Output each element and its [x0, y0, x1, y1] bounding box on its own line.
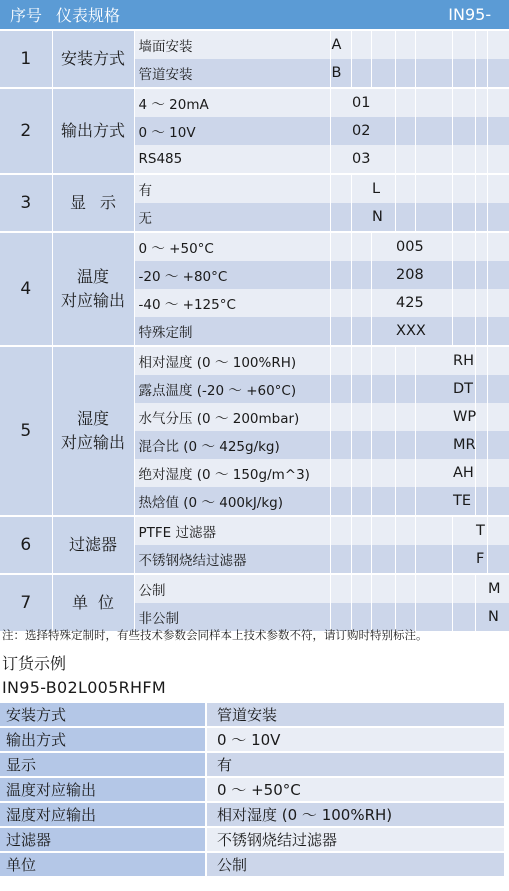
- option-label: 4 ～ 20mA: [134, 88, 330, 117]
- option-label: 有: [134, 174, 330, 203]
- option-code: A: [330, 30, 351, 59]
- option-label: 0 ～ +50°C: [134, 232, 330, 261]
- table-row: [0, 827, 504, 852]
- table-row: [0, 703, 504, 727]
- table-row: [0, 802, 504, 827]
- example-value: 0 ～ 10V: [206, 727, 504, 752]
- example-value: 管道安装: [206, 703, 504, 727]
- option-label: 公制: [134, 574, 330, 603]
- option-label: 水气分压 (0 ～ 200mbar): [134, 403, 330, 431]
- option-code: T: [475, 516, 487, 545]
- option-code: 01: [351, 88, 395, 117]
- group-seq: 1: [0, 30, 52, 88]
- option-label: 相对湿度 (0 ～ 100%RH): [134, 346, 330, 375]
- option-code: AH: [452, 459, 475, 487]
- option-code: WP: [452, 403, 475, 431]
- example-key: 单位: [0, 852, 206, 877]
- group-seq: 2: [0, 88, 52, 174]
- group-name: 过滤器: [52, 516, 134, 574]
- example-value: 不锈钢烧结过滤器: [206, 827, 504, 852]
- option-label: 非公制: [134, 603, 330, 631]
- table-row: [0, 174, 509, 203]
- option-code: DT: [452, 375, 475, 403]
- example-value: 公制: [206, 852, 504, 877]
- option-code: 02: [351, 117, 395, 145]
- option-code: N: [371, 203, 395, 232]
- option-label: 特殊定制: [134, 317, 330, 346]
- option-code: XXX: [395, 317, 452, 346]
- example-key: 温度对应输出: [0, 777, 206, 802]
- table-row: [0, 516, 509, 545]
- group-name-text: 单位: [71, 593, 124, 612]
- table-row: [0, 346, 509, 375]
- option-label: 热焓值 (0 ～ 400kJ/kg): [134, 487, 330, 516]
- option-label: 无: [134, 203, 330, 232]
- table-row: [0, 88, 509, 117]
- example-key: 输出方式: [0, 727, 206, 752]
- example-key: 显示: [0, 752, 206, 777]
- example-model-code: IN95-B02L005RHFM: [2, 678, 166, 697]
- option-code: F: [475, 545, 487, 574]
- option-code: N: [487, 603, 509, 631]
- option-label: RS485: [134, 145, 330, 174]
- group-seq: 6: [0, 516, 52, 574]
- group-name: 安装方式: [52, 30, 134, 88]
- example-value: 有: [206, 752, 504, 777]
- header-model-prefix: IN95-: [330, 0, 509, 30]
- option-code: L: [371, 174, 395, 203]
- group-name-line1: 温度: [76, 267, 109, 286]
- option-code: MR: [452, 431, 475, 459]
- example-key: 湿度对应输出: [0, 802, 206, 827]
- footnote: 注：选择特殊定制时，有些技术参数会同样本上技术参数不符，请订购时特别标注。: [2, 628, 428, 642]
- group-name: [52, 574, 134, 631]
- group-name: 输出方式: [52, 88, 134, 174]
- option-code: 03: [351, 145, 395, 174]
- option-code: 208: [395, 261, 452, 289]
- option-code: B: [330, 59, 351, 88]
- option-label: 绝对湿度 (0 ～ 150g/m^3): [134, 459, 330, 487]
- option-label: 0 ～ 10V: [134, 117, 330, 145]
- example-title: 订货示例: [2, 654, 67, 673]
- table-row: [0, 232, 509, 261]
- option-label: 露点温度 (-20 ～ +60°C): [134, 375, 330, 403]
- table-row: [0, 777, 504, 802]
- option-label: PTFE 过滤器: [134, 516, 330, 545]
- option-label: 混合比 (0 ～ 425g/kg): [134, 431, 330, 459]
- option-label: -20 ～ +80°C: [134, 261, 330, 289]
- header-spec: 仪表规格: [52, 0, 330, 30]
- example-value: 0 ～ +50°C: [206, 777, 504, 802]
- group-seq: 3: [0, 174, 52, 232]
- option-label: -40 ～ +125°C: [134, 289, 330, 317]
- table-row: [0, 30, 509, 59]
- table-row: [0, 727, 504, 752]
- option-label: 不锈钢烧结过滤器: [134, 545, 330, 574]
- example-key: 过滤器: [0, 827, 206, 852]
- group-name-text: 显示: [69, 193, 130, 212]
- group-name-line2: 对应输出: [60, 291, 125, 310]
- option-code: RH: [452, 346, 475, 375]
- table-row: [0, 752, 504, 777]
- group-name-line2: 对应输出: [60, 433, 125, 452]
- table-row: [0, 852, 504, 877]
- example-table: [0, 703, 504, 878]
- option-code: 005: [395, 232, 452, 261]
- option-code: 425: [395, 289, 452, 317]
- group-name: [52, 346, 134, 516]
- group-name-line1: 湿度: [76, 409, 109, 428]
- group-name: [52, 174, 134, 232]
- header-seq: 序号: [0, 0, 52, 30]
- option-label: 管道安装: [134, 59, 330, 88]
- option-label: 墙面安装: [134, 30, 330, 59]
- example-key: 安装方式: [0, 703, 206, 727]
- option-code: TE: [452, 487, 475, 516]
- table-row: [0, 574, 509, 603]
- spec-header-row: [0, 0, 509, 30]
- example-value: 相对湿度 (0 ～ 100%RH): [206, 802, 504, 827]
- option-code: M: [487, 574, 509, 603]
- group-seq: 7: [0, 574, 52, 631]
- group-name: [52, 232, 134, 346]
- group-seq: 5: [0, 346, 52, 516]
- group-seq: 4: [0, 232, 52, 346]
